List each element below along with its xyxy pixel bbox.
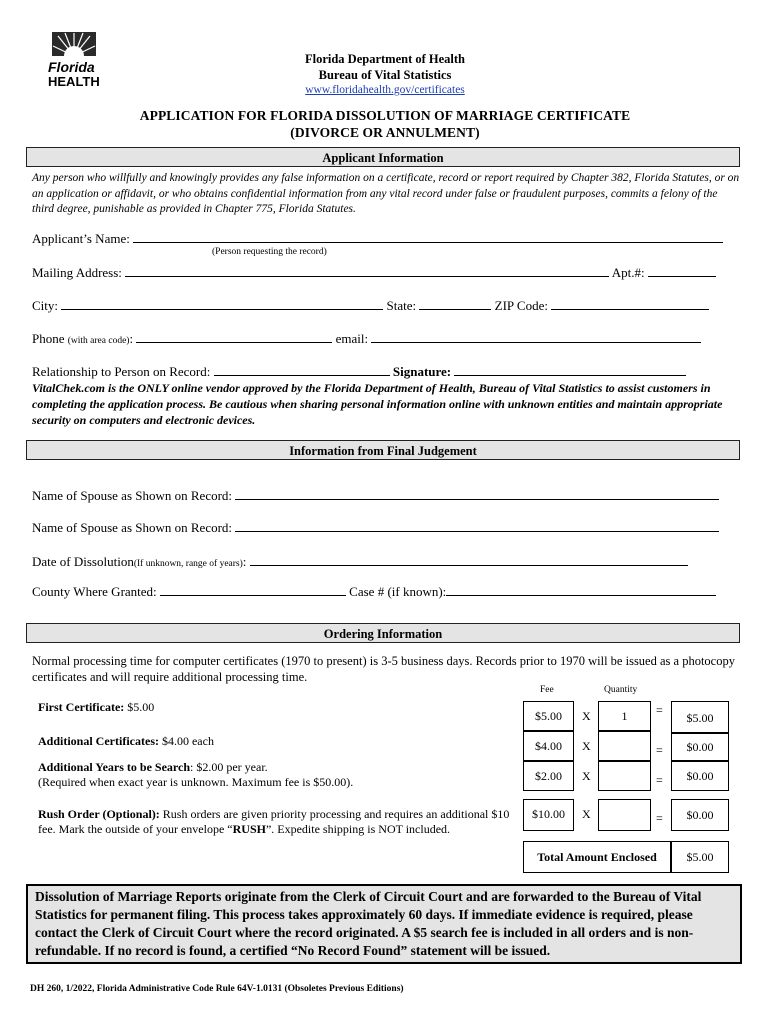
quantity-input[interactable] bbox=[598, 799, 651, 831]
relationship-field[interactable] bbox=[214, 363, 390, 376]
phone-label: Phone bbox=[32, 331, 65, 346]
additional-certificates-label: Additional Certificates: bbox=[38, 734, 159, 748]
fee-cell: $10.00 bbox=[523, 799, 574, 831]
fee-column-header: Fee bbox=[540, 685, 554, 695]
multiply-sign: X bbox=[582, 807, 591, 821]
fee-cell: $4.00 bbox=[523, 731, 574, 761]
phone-email-row bbox=[32, 330, 701, 347]
dissolution-field[interactable] bbox=[250, 553, 688, 566]
county-field[interactable] bbox=[160, 583, 346, 596]
fee-table bbox=[523, 699, 733, 877]
first-certificate-price: $5.00 bbox=[127, 700, 155, 714]
signature-field[interactable] bbox=[454, 363, 686, 376]
equals-sign: = bbox=[656, 811, 663, 825]
county-case-row bbox=[32, 583, 716, 600]
applicant-name-hint: (Person requesting the record) bbox=[212, 247, 327, 257]
state-field[interactable] bbox=[419, 297, 491, 310]
rush-order-text: Rush orders are given priority processing and requires an additional $10 fee. Mark the outside of your envelope “ bbox=[38, 807, 510, 836]
apt-field[interactable] bbox=[648, 264, 716, 277]
email-label: email: bbox=[335, 331, 369, 346]
email-field[interactable] bbox=[371, 330, 701, 343]
form-footer: DH 260, 1/2022, Florida Administrative Code Rule 64V-1.0131 (Obsoletes Previous Editions) bbox=[30, 984, 404, 994]
rush-order-label: Rush Order (Optional): bbox=[38, 807, 160, 821]
spouse2-row bbox=[32, 519, 719, 536]
applicant-section-header: Applicant Information bbox=[26, 147, 740, 167]
judgement-section-header: Information from Final Judgement bbox=[26, 440, 740, 460]
relationship-label: Relationship to Person on Record: bbox=[32, 364, 211, 379]
dissolution-colon: : bbox=[242, 554, 247, 569]
additional-years-line bbox=[38, 760, 518, 790]
additional-years-label: Additional Years to be Search bbox=[38, 760, 191, 774]
dissolution-date-row bbox=[32, 553, 688, 570]
dissolution-label: Date of Dissolution bbox=[32, 554, 134, 569]
mailing-address-row bbox=[32, 264, 716, 281]
city-state-zip-row bbox=[32, 297, 709, 314]
false-info-warning: Any person who willfully and knowingly provides any false information on a certificate, record or report required by Chapter 382, Florida Statutes, or on an application or affidavit, or who obtains confidential information from any vital record under false or fraudulent purposes, commits a felony of the third degree, punishable as provided in Chapter 775, Florida Statutes. bbox=[32, 172, 740, 215]
department-name: Florida Department of Health bbox=[304, 52, 466, 66]
spouse1-row bbox=[32, 487, 719, 504]
applicant-name-field[interactable] bbox=[133, 230, 723, 243]
spouse2-label: Name of Spouse as Shown on Record: bbox=[32, 520, 233, 535]
applicant-name-label: Applicant’s Name: bbox=[32, 231, 130, 246]
svg-text:HEALTH: HEALTH bbox=[48, 74, 100, 89]
apt-label: Apt.#: bbox=[611, 265, 645, 280]
state-label: State: bbox=[386, 298, 417, 313]
line-total-cell: $0.00 bbox=[671, 761, 729, 791]
bureau-name: Bureau of Vital Statistics bbox=[318, 68, 452, 82]
rush-word: RUSH bbox=[232, 822, 266, 836]
multiply-sign: X bbox=[582, 769, 591, 783]
additional-years-note: (Required when exact year is unknown. Maximum fee is $50.00). bbox=[38, 775, 354, 789]
additional-certificates-line bbox=[38, 734, 214, 749]
processing-time-note: Normal processing time for computer certificates (1970 to present) is 3-5 business days. Records prior to 1970 will be issued as a photocopy certificates and will require additional processing time. bbox=[32, 654, 735, 684]
line-total-cell: $5.00 bbox=[671, 701, 729, 733]
relationship-signature-row bbox=[32, 363, 686, 380]
additional-years-price: : $2.00 per year. bbox=[190, 760, 268, 774]
total-amount-value: $5.00 bbox=[671, 841, 729, 873]
line-total-cell: $0.00 bbox=[671, 799, 729, 831]
first-certificate-label: First Certificate: bbox=[38, 700, 125, 714]
vitalchek-notice: VitalChek.com is the ONLY online vendor approved by the Florida Department of Health, Bureau of Vital Statistics to assist customers in completing the application process. Be cautious when sharing personal information online with unknown entities and maintain appropriate security on computers and electronic devices. bbox=[32, 381, 723, 427]
total-amount-label: Total Amount Enclosed bbox=[523, 841, 671, 873]
spouse1-label: Name of Spouse as Shown on Record: bbox=[32, 488, 233, 503]
spouse2-field[interactable] bbox=[235, 519, 719, 532]
phone-colon: : bbox=[129, 331, 134, 346]
city-field[interactable] bbox=[61, 297, 383, 310]
line-total-cell: $0.00 bbox=[671, 733, 729, 761]
certificates-link[interactable]: www.floridahealth.gov/certificates bbox=[305, 84, 465, 96]
fee-cell: $5.00 bbox=[523, 701, 574, 731]
case-field[interactable] bbox=[446, 583, 716, 596]
dissolution-reports-notice: Dissolution of Marriage Reports originate from the Clerk of Circuit Court and are forwarded to the Bureau of Vital Statistics for permanent filing. This process takes approximately 60 days. If immediate evidence is required, please contact the Clerk of Circuit Court where the record originated. A $5 search fee is included in all orders and is non-refundable. If no record is found, a certified “No Record Found” statement will be issued. bbox=[26, 884, 742, 964]
form-title: APPLICATION FOR FLORIDA DISSOLUTION OF MARRIAGE CERTIFICATE bbox=[139, 108, 631, 123]
rush-order-text-end: ”. Expedite shipping is NOT included. bbox=[265, 822, 451, 836]
mailing-address-label: Mailing Address: bbox=[32, 265, 122, 280]
quantity-column-header: Quantity bbox=[604, 685, 638, 695]
equals-sign: = bbox=[656, 773, 663, 787]
quantity-input[interactable] bbox=[598, 761, 651, 791]
phone-field[interactable] bbox=[136, 330, 332, 343]
first-certificate-line bbox=[38, 700, 154, 715]
case-label: Case # (if known): bbox=[349, 584, 447, 599]
additional-certificates-price: $4.00 each bbox=[161, 734, 214, 748]
equals-sign: = bbox=[656, 703, 663, 717]
form-subtitle: (DIVORCE OR ANNULMENT) bbox=[290, 125, 480, 140]
quantity-input[interactable] bbox=[598, 731, 651, 761]
zip-label: ZIP Code: bbox=[494, 298, 548, 313]
fee-cell: $2.00 bbox=[523, 761, 574, 791]
signature-label: Signature: bbox=[392, 364, 452, 379]
spouse1-field[interactable] bbox=[235, 487, 719, 500]
multiply-sign: X bbox=[582, 709, 591, 723]
county-label: County Where Granted: bbox=[32, 584, 157, 599]
dissolution-hint: (If unknown, range of years) bbox=[133, 559, 243, 569]
multiply-sign: X bbox=[582, 739, 591, 753]
ordering-section-header: Ordering Information bbox=[26, 623, 740, 643]
quantity-input[interactable]: 1 bbox=[598, 701, 651, 731]
city-label: City: bbox=[32, 298, 59, 313]
phone-hint: (with area code) bbox=[67, 336, 130, 346]
svg-text:Florida: Florida bbox=[48, 59, 95, 75]
equals-sign: = bbox=[656, 743, 663, 757]
rush-order-line bbox=[38, 807, 516, 837]
mailing-address-field[interactable] bbox=[125, 264, 609, 277]
applicant-name-row bbox=[32, 230, 723, 247]
zip-field[interactable] bbox=[551, 297, 709, 310]
